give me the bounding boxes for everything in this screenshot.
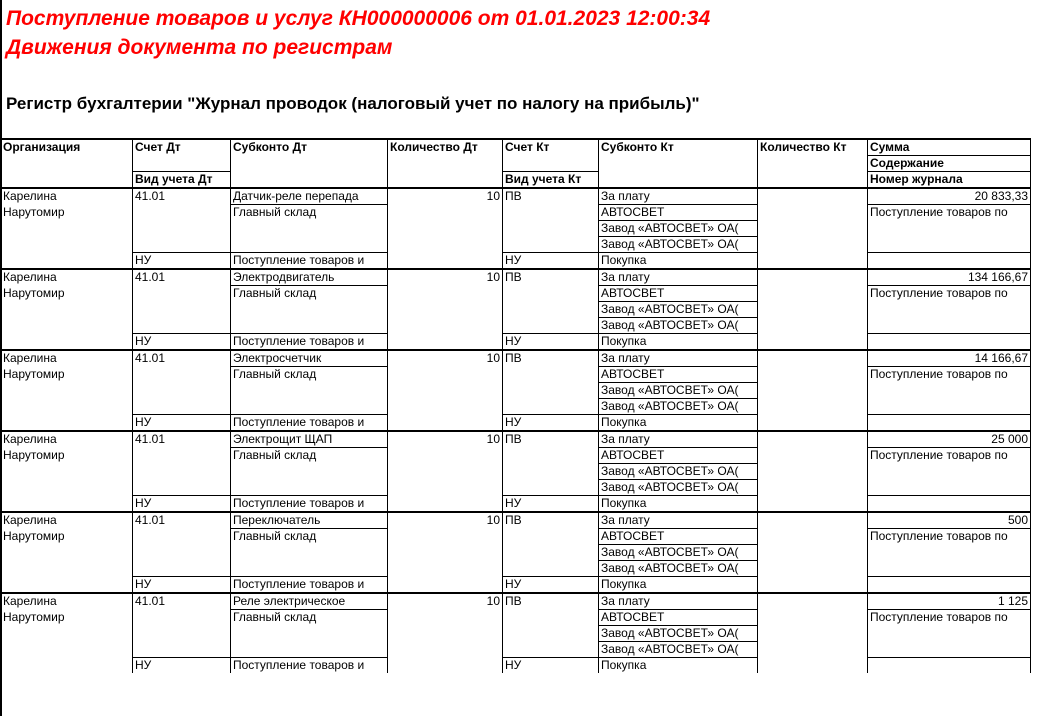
empty-cell bbox=[231, 237, 388, 253]
subconto-kt-contract: Завод «АВТОСВЕТ» ОА( bbox=[599, 221, 758, 237]
subconto-kt-counterparty: АВТОСВЕТ bbox=[599, 610, 758, 626]
empty-cell bbox=[388, 577, 503, 594]
account-kt: ПВ bbox=[503, 431, 599, 448]
table-row bbox=[1, 464, 1031, 480]
empty-cell bbox=[503, 545, 599, 561]
empty-cell bbox=[133, 610, 231, 626]
header-account-kt: Счет Кт bbox=[503, 139, 599, 156]
table-row bbox=[1, 302, 1031, 318]
empty-cell bbox=[231, 399, 388, 415]
empty-cell bbox=[1, 545, 133, 561]
subconto-kt-contract-2: Завод «АВТОСВЕТ» ОА( bbox=[599, 642, 758, 658]
quantity-dt: 10 bbox=[388, 188, 503, 205]
empty-cell bbox=[388, 496, 503, 513]
subconto-dt-document: Поступление товаров и bbox=[231, 496, 388, 513]
entries-table-wrapper bbox=[0, 138, 1031, 673]
subconto-kt-operation: Покупка bbox=[599, 334, 758, 351]
account-dt: 41.01 bbox=[133, 350, 231, 367]
vid-uchet-kt: НУ bbox=[503, 253, 599, 270]
empty-cell bbox=[388, 237, 503, 253]
empty-cell bbox=[758, 415, 868, 432]
vid-uchet-kt: НУ bbox=[503, 577, 599, 594]
subconto-kt-payment: За плату bbox=[599, 188, 758, 205]
account-dt: 41.01 bbox=[133, 593, 231, 610]
table-row bbox=[1, 642, 1031, 658]
empty-cell bbox=[758, 642, 868, 658]
table-row bbox=[1, 350, 1031, 367]
quantity-dt: 10 bbox=[388, 431, 503, 448]
subconto-dt-warehouse: Главный склад bbox=[231, 286, 388, 302]
table-row bbox=[1, 318, 1031, 334]
vid-uchet-dt: НУ bbox=[133, 577, 231, 594]
subconto-kt-operation: Покупка bbox=[599, 496, 758, 513]
header-quantity-kt: Количество Кт bbox=[758, 139, 868, 156]
empty-cell bbox=[133, 367, 231, 383]
table-row bbox=[1, 367, 1031, 383]
empty-cell bbox=[231, 302, 388, 318]
sum-value: 500 bbox=[868, 512, 1031, 529]
empty-cell bbox=[758, 237, 868, 253]
empty-cell bbox=[503, 480, 599, 496]
empty-cell bbox=[758, 383, 868, 399]
empty-cell bbox=[388, 286, 503, 302]
empty-cell bbox=[231, 626, 388, 642]
empty-cell bbox=[388, 383, 503, 399]
empty-cell bbox=[503, 529, 599, 545]
empty-cell bbox=[503, 642, 599, 658]
vid-uchet-dt: НУ bbox=[133, 415, 231, 432]
empty-cell bbox=[758, 431, 868, 448]
account-kt: ПВ bbox=[503, 593, 599, 610]
empty-cell bbox=[388, 221, 503, 237]
empty-cell bbox=[758, 286, 868, 302]
empty-cell bbox=[133, 626, 231, 642]
empty-cell bbox=[503, 221, 599, 237]
empty-cell bbox=[503, 626, 599, 642]
subconto-kt-counterparty: АВТОСВЕТ bbox=[599, 205, 758, 221]
table-row bbox=[1, 253, 1031, 270]
subconto-kt-contract-2: Завод «АВТОСВЕТ» ОА( bbox=[599, 561, 758, 577]
vid-uchet-dt: НУ bbox=[133, 496, 231, 513]
empty-cell bbox=[868, 480, 1031, 496]
empty-cell bbox=[758, 367, 868, 383]
empty-cell bbox=[868, 545, 1031, 561]
table-row bbox=[1, 577, 1031, 594]
header-account-dt: Счет Дт bbox=[133, 139, 231, 156]
empty-cell bbox=[503, 448, 599, 464]
empty-cell bbox=[868, 577, 1031, 594]
subconto-dt-warehouse: Главный склад bbox=[231, 529, 388, 545]
register-title: Регистр бухгалтерии "Журнал проводок (налоговый учет по налогу на прибыль)" bbox=[6, 94, 700, 113]
empty-cell bbox=[133, 205, 231, 221]
table-row bbox=[1, 658, 1031, 674]
account-dt: 41.01 bbox=[133, 269, 231, 286]
empty-cell bbox=[758, 610, 868, 626]
empty-cell bbox=[1, 658, 133, 674]
empty-cell bbox=[758, 221, 868, 237]
organization: Карелина bbox=[1, 188, 133, 205]
empty-cell bbox=[503, 367, 599, 383]
table-row bbox=[1, 593, 1031, 610]
empty-cell bbox=[868, 237, 1031, 253]
table-row bbox=[1, 496, 1031, 513]
sum-value: 14 166,67 bbox=[868, 350, 1031, 367]
empty-cell bbox=[758, 545, 868, 561]
empty-cell bbox=[868, 561, 1031, 577]
table-body bbox=[1, 188, 1031, 673]
empty-cell bbox=[1, 237, 133, 253]
empty-cell bbox=[503, 318, 599, 334]
empty-cell bbox=[1, 221, 133, 237]
empty-cell bbox=[1, 561, 133, 577]
empty-cell bbox=[388, 529, 503, 545]
empty-cell bbox=[758, 464, 868, 480]
subconto-dt-document: Поступление товаров и bbox=[231, 253, 388, 270]
account-kt: ПВ bbox=[503, 350, 599, 367]
empty-cell bbox=[388, 610, 503, 626]
empty-cell bbox=[503, 610, 599, 626]
organization: Карелина bbox=[1, 350, 133, 367]
empty-cell bbox=[133, 545, 231, 561]
empty-cell bbox=[758, 188, 868, 205]
empty-cell bbox=[133, 221, 231, 237]
subconto-dt-warehouse: Главный склад bbox=[231, 610, 388, 626]
subconto-kt-operation: Покупка bbox=[599, 658, 758, 674]
subconto-dt-document: Поступление товаров и bbox=[231, 415, 388, 432]
empty-cell bbox=[758, 512, 868, 529]
subconto-dt-item: Переключатель bbox=[231, 512, 388, 529]
organization-name: Нарутомир bbox=[1, 286, 133, 302]
empty-cell bbox=[868, 334, 1031, 351]
subconto-dt-warehouse: Главный склад bbox=[231, 448, 388, 464]
table-header bbox=[1, 139, 1031, 188]
subconto-dt-document: Поступление товаров и bbox=[231, 658, 388, 674]
content-text: Поступление товаров по bbox=[868, 610, 1031, 626]
subconto-kt-contract-2: Завод «АВТОСВЕТ» ОА( bbox=[599, 480, 758, 496]
empty-cell bbox=[868, 302, 1031, 318]
empty-cell bbox=[1, 383, 133, 399]
empty-cell bbox=[503, 205, 599, 221]
empty-cell bbox=[503, 399, 599, 415]
empty-cell bbox=[758, 593, 868, 610]
sum-value: 1 125 bbox=[868, 593, 1031, 610]
header-sum: Сумма bbox=[868, 139, 1031, 156]
organization: Карелина bbox=[1, 512, 133, 529]
table-row bbox=[1, 480, 1031, 496]
empty-cell bbox=[1, 399, 133, 415]
empty-cell bbox=[1, 302, 133, 318]
empty-cell bbox=[868, 399, 1031, 415]
table-row bbox=[1, 237, 1031, 253]
organization-name: Нарутомир bbox=[1, 610, 133, 626]
subconto-dt-item: Электрощит ЩАП bbox=[231, 431, 388, 448]
empty-cell bbox=[868, 626, 1031, 642]
subconto-kt-counterparty: АВТОСВЕТ bbox=[599, 448, 758, 464]
empty-cell bbox=[758, 480, 868, 496]
subconto-kt-contract: Завод «АВТОСВЕТ» ОА( bbox=[599, 545, 758, 561]
table-row bbox=[1, 545, 1031, 561]
subconto-kt-counterparty: АВТОСВЕТ bbox=[599, 367, 758, 383]
empty-cell bbox=[868, 253, 1031, 270]
quantity-dt: 10 bbox=[388, 269, 503, 286]
empty-cell bbox=[133, 529, 231, 545]
empty-cell bbox=[503, 286, 599, 302]
empty-cell bbox=[868, 496, 1031, 513]
subconto-kt-payment: За плату bbox=[599, 350, 758, 367]
subconto-dt-warehouse: Главный склад bbox=[231, 367, 388, 383]
empty-cell bbox=[388, 415, 503, 432]
subconto-dt-item: Датчик-реле перепада bbox=[231, 188, 388, 205]
subconto-kt-operation: Покупка bbox=[599, 253, 758, 270]
empty-cell bbox=[868, 658, 1031, 674]
subconto-dt-item: Реле электрическое bbox=[231, 593, 388, 610]
table-row bbox=[1, 286, 1031, 302]
empty-cell bbox=[231, 545, 388, 561]
content-text: Поступление товаров по bbox=[868, 448, 1031, 464]
subconto-dt-item: Электродвигатель bbox=[231, 269, 388, 286]
table-row bbox=[1, 610, 1031, 626]
quantity-dt: 10 bbox=[388, 350, 503, 367]
subconto-kt-payment: За плату bbox=[599, 512, 758, 529]
empty-cell bbox=[503, 561, 599, 577]
organization-name: Нарутомир bbox=[1, 448, 133, 464]
empty-cell bbox=[388, 399, 503, 415]
table-row bbox=[1, 561, 1031, 577]
subconto-kt-counterparty: АВТОСВЕТ bbox=[599, 529, 758, 545]
entries-table bbox=[0, 138, 1031, 673]
table-row bbox=[1, 383, 1031, 399]
empty-cell bbox=[231, 464, 388, 480]
subconto-kt-payment: За плату bbox=[599, 269, 758, 286]
subconto-kt-contract-2: Завод «АВТОСВЕТ» ОА( bbox=[599, 318, 758, 334]
empty-cell bbox=[1, 577, 133, 594]
empty-cell bbox=[868, 318, 1031, 334]
empty-cell bbox=[1, 464, 133, 480]
empty-cell bbox=[1, 626, 133, 642]
empty-cell bbox=[758, 577, 868, 594]
empty-cell bbox=[758, 496, 868, 513]
vid-uchet-dt: НУ bbox=[133, 658, 231, 674]
empty-cell bbox=[1, 318, 133, 334]
empty-cell bbox=[1, 642, 133, 658]
organization: Карелина bbox=[1, 269, 133, 286]
empty-cell bbox=[133, 302, 231, 318]
header-subconto-kt: Субконто Кт bbox=[599, 139, 758, 156]
subconto-kt-operation: Покупка bbox=[599, 415, 758, 432]
empty-cell bbox=[1, 480, 133, 496]
header-vid-kt: Вид учета Кт bbox=[503, 172, 599, 189]
empty-cell bbox=[231, 642, 388, 658]
empty-cell bbox=[133, 448, 231, 464]
account-kt: ПВ bbox=[503, 269, 599, 286]
empty-cell bbox=[868, 464, 1031, 480]
empty-cell bbox=[868, 383, 1031, 399]
account-dt: 41.01 bbox=[133, 431, 231, 448]
empty-cell bbox=[758, 302, 868, 318]
empty-cell bbox=[388, 545, 503, 561]
subconto-dt-document: Поступление товаров и bbox=[231, 334, 388, 351]
vid-uchet-kt: НУ bbox=[503, 658, 599, 674]
table-row bbox=[1, 626, 1031, 642]
empty-cell bbox=[503, 383, 599, 399]
quantity-dt: 10 bbox=[388, 593, 503, 610]
empty-cell bbox=[388, 205, 503, 221]
empty-cell bbox=[1, 253, 133, 270]
header-organization: Организация bbox=[1, 139, 133, 156]
empty-cell bbox=[133, 286, 231, 302]
content-text: Поступление товаров по bbox=[868, 286, 1031, 302]
subconto-kt-contract: Завод «АВТОСВЕТ» ОА( bbox=[599, 626, 758, 642]
empty-cell bbox=[388, 626, 503, 642]
empty-cell bbox=[758, 205, 868, 221]
table-row bbox=[1, 448, 1031, 464]
empty-cell bbox=[868, 221, 1031, 237]
empty-cell bbox=[388, 448, 503, 464]
header-vid-dt: Вид учета Дт bbox=[133, 172, 231, 189]
empty-cell bbox=[503, 302, 599, 318]
header-subconto-dt: Субконто Дт bbox=[231, 139, 388, 156]
header-journal: Номер журнала bbox=[868, 172, 1031, 189]
sum-value: 25 000 bbox=[868, 431, 1031, 448]
table-row bbox=[1, 188, 1031, 205]
empty-cell bbox=[388, 658, 503, 674]
table-row bbox=[1, 431, 1031, 448]
account-dt: 41.01 bbox=[133, 512, 231, 529]
table-row bbox=[1, 415, 1031, 432]
sum-value: 20 833,33 bbox=[868, 188, 1031, 205]
account-kt: ПВ bbox=[503, 512, 599, 529]
empty-cell bbox=[133, 399, 231, 415]
empty-cell bbox=[758, 626, 868, 642]
table-row bbox=[1, 399, 1031, 415]
empty-cell bbox=[758, 658, 868, 674]
empty-cell bbox=[758, 350, 868, 367]
subconto-kt-operation: Покупка bbox=[599, 577, 758, 594]
empty-cell bbox=[868, 642, 1031, 658]
empty-cell bbox=[758, 334, 868, 351]
subconto-kt-counterparty: АВТОСВЕТ bbox=[599, 286, 758, 302]
table-row bbox=[1, 334, 1031, 351]
empty-cell bbox=[231, 561, 388, 577]
table-row bbox=[1, 529, 1031, 545]
empty-cell bbox=[133, 561, 231, 577]
vid-uchet-dt: НУ bbox=[133, 253, 231, 270]
empty-cell bbox=[388, 318, 503, 334]
document-title: Поступление товаров и услуг КН000000006 от 01.01.2023 12:00:34 bbox=[6, 7, 711, 30]
vid-uchet-kt: НУ bbox=[503, 496, 599, 513]
organization-name: Нарутомир bbox=[1, 367, 133, 383]
empty-cell bbox=[133, 480, 231, 496]
empty-cell bbox=[388, 302, 503, 318]
header-quantity-dt: Количество Дт bbox=[388, 139, 503, 156]
empty-cell bbox=[503, 237, 599, 253]
table-row bbox=[1, 221, 1031, 237]
subconto-dt-document: Поступление товаров и bbox=[231, 577, 388, 594]
document-subtitle: Движения документа по регистрам bbox=[6, 36, 393, 59]
table-row bbox=[1, 205, 1031, 221]
empty-cell bbox=[758, 448, 868, 464]
empty-cell bbox=[388, 642, 503, 658]
empty-cell bbox=[388, 480, 503, 496]
organization-name: Нарутомир bbox=[1, 205, 133, 221]
vid-uchet-dt: НУ bbox=[133, 334, 231, 351]
quantity-dt: 10 bbox=[388, 512, 503, 529]
empty-cell bbox=[388, 253, 503, 270]
empty-cell bbox=[231, 221, 388, 237]
empty-cell bbox=[758, 318, 868, 334]
subconto-kt-contract-2: Завод «АВТОСВЕТ» ОА( bbox=[599, 237, 758, 253]
empty-cell bbox=[133, 642, 231, 658]
vid-uchet-kt: НУ bbox=[503, 334, 599, 351]
empty-cell bbox=[868, 415, 1031, 432]
empty-cell bbox=[133, 464, 231, 480]
table-row bbox=[1, 512, 1031, 529]
subconto-kt-payment: За плату bbox=[599, 593, 758, 610]
subconto-kt-contract: Завод «АВТОСВЕТ» ОА( bbox=[599, 464, 758, 480]
account-dt: 41.01 bbox=[133, 188, 231, 205]
account-kt: ПВ bbox=[503, 188, 599, 205]
content-text: Поступление товаров по bbox=[868, 529, 1031, 545]
empty-cell bbox=[133, 318, 231, 334]
organization: Карелина bbox=[1, 593, 133, 610]
empty-cell bbox=[503, 464, 599, 480]
empty-cell bbox=[1, 334, 133, 351]
empty-cell bbox=[388, 561, 503, 577]
content-text: Поступление товаров по bbox=[868, 367, 1031, 383]
vid-uchet-kt: НУ bbox=[503, 415, 599, 432]
empty-cell bbox=[758, 561, 868, 577]
empty-cell bbox=[758, 399, 868, 415]
subconto-dt-warehouse: Главный склад bbox=[231, 205, 388, 221]
empty-cell bbox=[388, 367, 503, 383]
subconto-kt-contract: Завод «АВТОСВЕТ» ОА( bbox=[599, 302, 758, 318]
organization: Карелина bbox=[1, 431, 133, 448]
empty-cell bbox=[133, 237, 231, 253]
organization-name: Нарутомир bbox=[1, 529, 133, 545]
content-text: Поступление товаров по bbox=[868, 205, 1031, 221]
empty-cell bbox=[388, 334, 503, 351]
table-row bbox=[1, 269, 1031, 286]
empty-cell bbox=[133, 383, 231, 399]
empty-cell bbox=[231, 480, 388, 496]
sum-value: 134 166,67 bbox=[868, 269, 1031, 286]
subconto-kt-contract-2: Завод «АВТОСВЕТ» ОА( bbox=[599, 399, 758, 415]
empty-cell bbox=[758, 529, 868, 545]
header-content: Содержание bbox=[868, 156, 1031, 172]
empty-cell bbox=[388, 464, 503, 480]
subconto-kt-payment: За плату bbox=[599, 431, 758, 448]
empty-cell bbox=[1, 415, 133, 432]
empty-cell bbox=[231, 383, 388, 399]
empty-cell bbox=[758, 253, 868, 270]
empty-cell bbox=[231, 318, 388, 334]
subconto-kt-contract: Завод «АВТОСВЕТ» ОА( bbox=[599, 383, 758, 399]
empty-cell bbox=[1, 496, 133, 513]
empty-cell bbox=[758, 269, 868, 286]
subconto-dt-item: Электросчетчик bbox=[231, 350, 388, 367]
